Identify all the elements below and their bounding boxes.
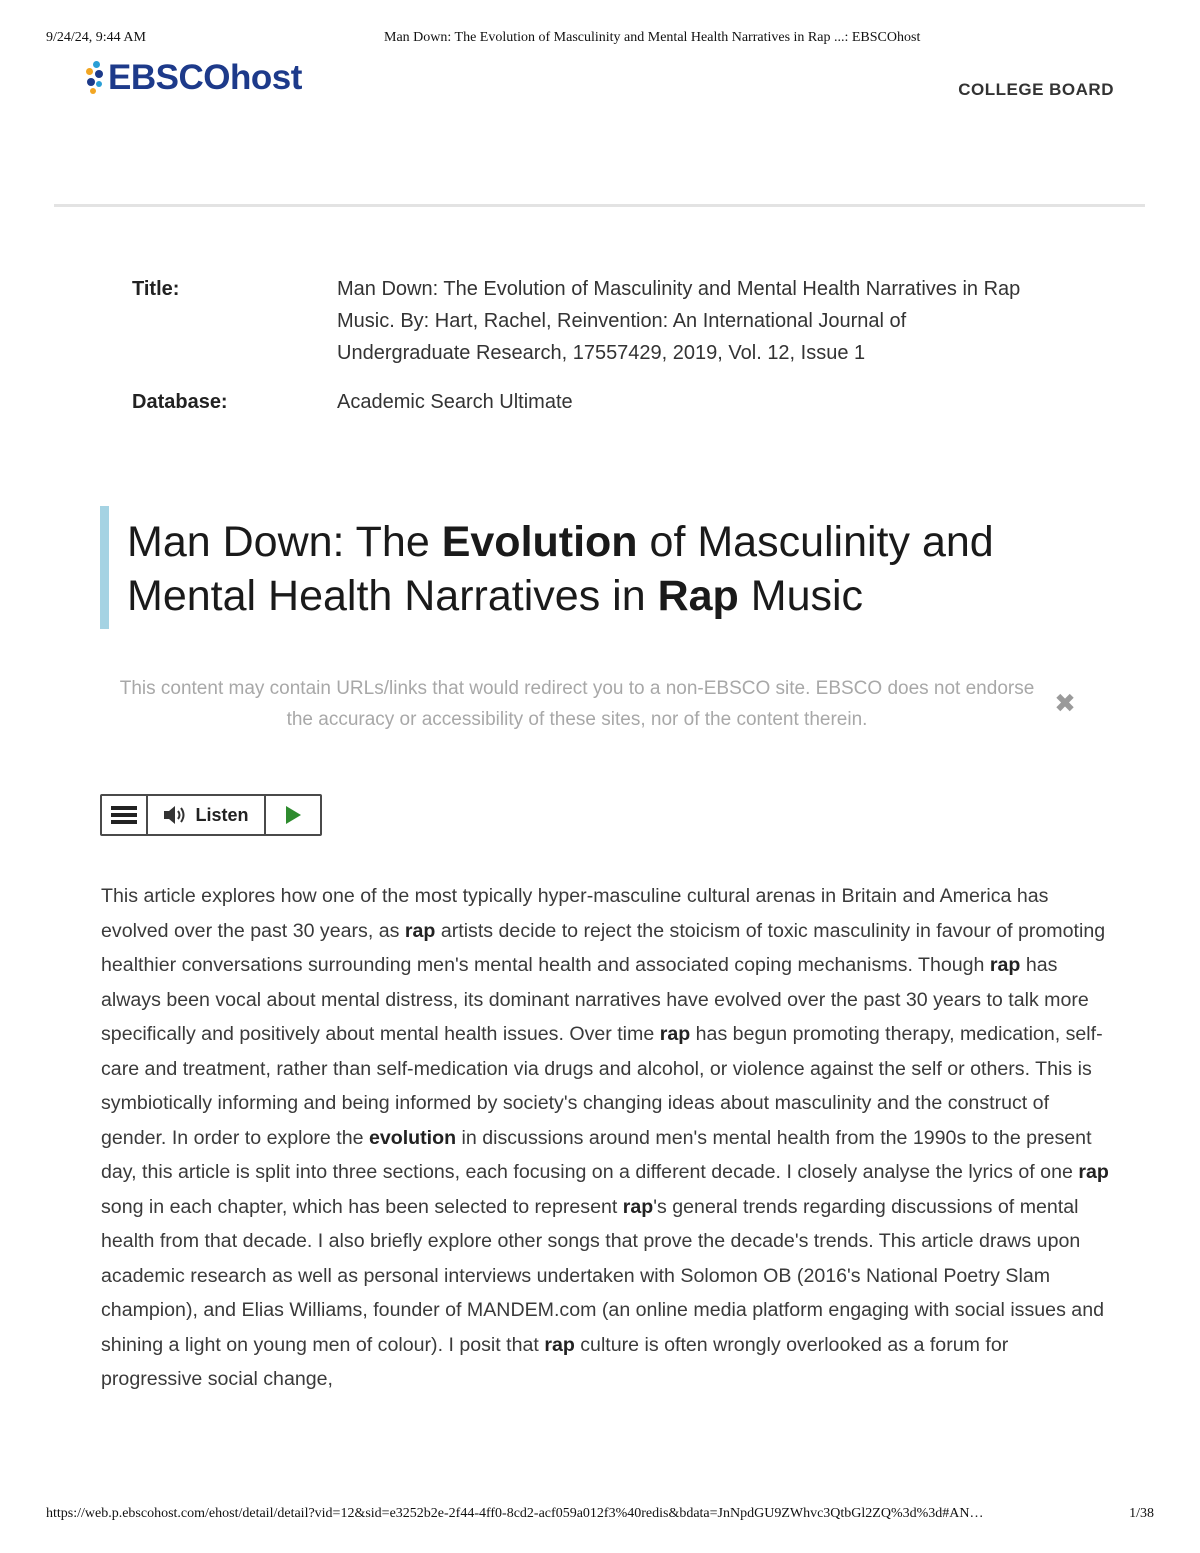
listen-button[interactable] <box>148 796 266 834</box>
listen-toolbar <box>100 794 322 836</box>
play-icon <box>284 805 302 825</box>
record-title-row <box>132 273 1052 373</box>
title-label: Title: <box>132 278 180 300</box>
listen-menu-button[interactable] <box>102 796 148 834</box>
print-footer <box>46 1506 1154 1526</box>
header-divider <box>54 204 1145 207</box>
highlight-term: rap <box>544 1333 575 1356</box>
page-number: 1/38 <box>1129 1506 1154 1521</box>
highlight-term: Evolution <box>441 518 638 566</box>
print-date: 9/24/24, 9:44 AM <box>46 30 146 45</box>
highlight-term: rap <box>989 954 1021 976</box>
close-icon[interactable]: ✖ <box>1054 688 1076 718</box>
play-button[interactable] <box>266 796 320 834</box>
database-value: Academic Search Ultimate <box>337 391 573 413</box>
speaker-icon <box>163 804 189 826</box>
print-url: https://web.p.ebscohost.com/ehost/detail/detail?vid=12&sid=e3252b2e-2f44-4ff0-8cd2-acf059a012f3%40redis&bdata=JnNpdGU9ZWhvc3QtbGl2ZQ%3d%3d#AN… <box>46 1506 984 1521</box>
highlight-term: Rap <box>657 572 739 620</box>
logo-text: EBSCOhost <box>108 58 302 97</box>
ebscohost-logo[interactable] <box>84 58 302 98</box>
article-abstract: This article explores how one of the most typically hyper-masculine cultural arenas in Britain and America has evolved over the past 30 years, as rap artists decide to reject the stoicism of toxic masculinity in favour of promoting healthier conversations surrounding men's mental health and associated coping mechanisms. Though rap has always been vocal about mental distress, its dominant narratives have evolved over the past 30 years to talk more specifically and positively about mental health issues. Over time rap has begun promoting therapy, medication, self-care and treatment, rather than self-medication via drugs and alcohol, or violence against the self or others. This is symbiotically informing and being informed by society's changing ideas about masculinity and the construct of gender. In order to explore the evolution in discussions around men's mental health from the 1990s to the present day, this article is split into three sections, each focusing on a different decade. I closely analyse the lyrics of one rap song in each chapter, which has been selected to represent rap's general trends regarding discussions of mental health from that decade. I also briefly explore other songs that prove the decade's trends. This article draws upon academic research as well as personal interviews undertaken with Solomon OB (2016's National Poetry Slam champion), and Elias Williams, founder of MANDEM.com (an online media platform engaging with social issues and shining a light on young men of colour). I posit that rap culture is often wrongly overlooked as a forum for progressive social change, <box>101 885 1109 1390</box>
article-title: Man Down: The Evolution of Masculinity and Mental Health Narratives in Rap Music <box>127 518 994 620</box>
highlight-term: rap <box>404 919 436 942</box>
record-database-row <box>132 386 1052 420</box>
title-value: Man Down: The Evolution of Masculinity and Mental Health Narratives in Rap Music. By: Hart, Rachel, Reinvention: An International Journal of Undergraduate Research, 17557429, 2019, Vol. 12, Issue 1 <box>337 278 1021 364</box>
highlight-term: rap <box>659 1023 691 1045</box>
ebsco-logo-icon <box>84 61 106 95</box>
database-label: Database: <box>132 391 228 413</box>
print-header <box>46 30 1154 50</box>
highlight-term: rap <box>622 1195 654 1218</box>
print-page-title: Man Down: The Evolution of Masculinity and Mental Health Narratives in Rap ...: EBSCOhost <box>384 30 921 45</box>
external-links-notice: This content may contain URLs/links that would redirect you to a non-EBSCO site. EBSCO does not endorse the accuracy or accessibility of these sites, nor of the content therein. <box>119 678 1035 730</box>
menu-icon <box>111 805 137 825</box>
listen-label: Listen <box>195 804 249 825</box>
article-headline <box>100 506 1049 629</box>
highlight-term: rap <box>1078 1161 1109 1183</box>
institution-name: COLLEGE BOARD <box>958 80 1114 99</box>
highlight-term: evolution <box>368 1126 457 1149</box>
